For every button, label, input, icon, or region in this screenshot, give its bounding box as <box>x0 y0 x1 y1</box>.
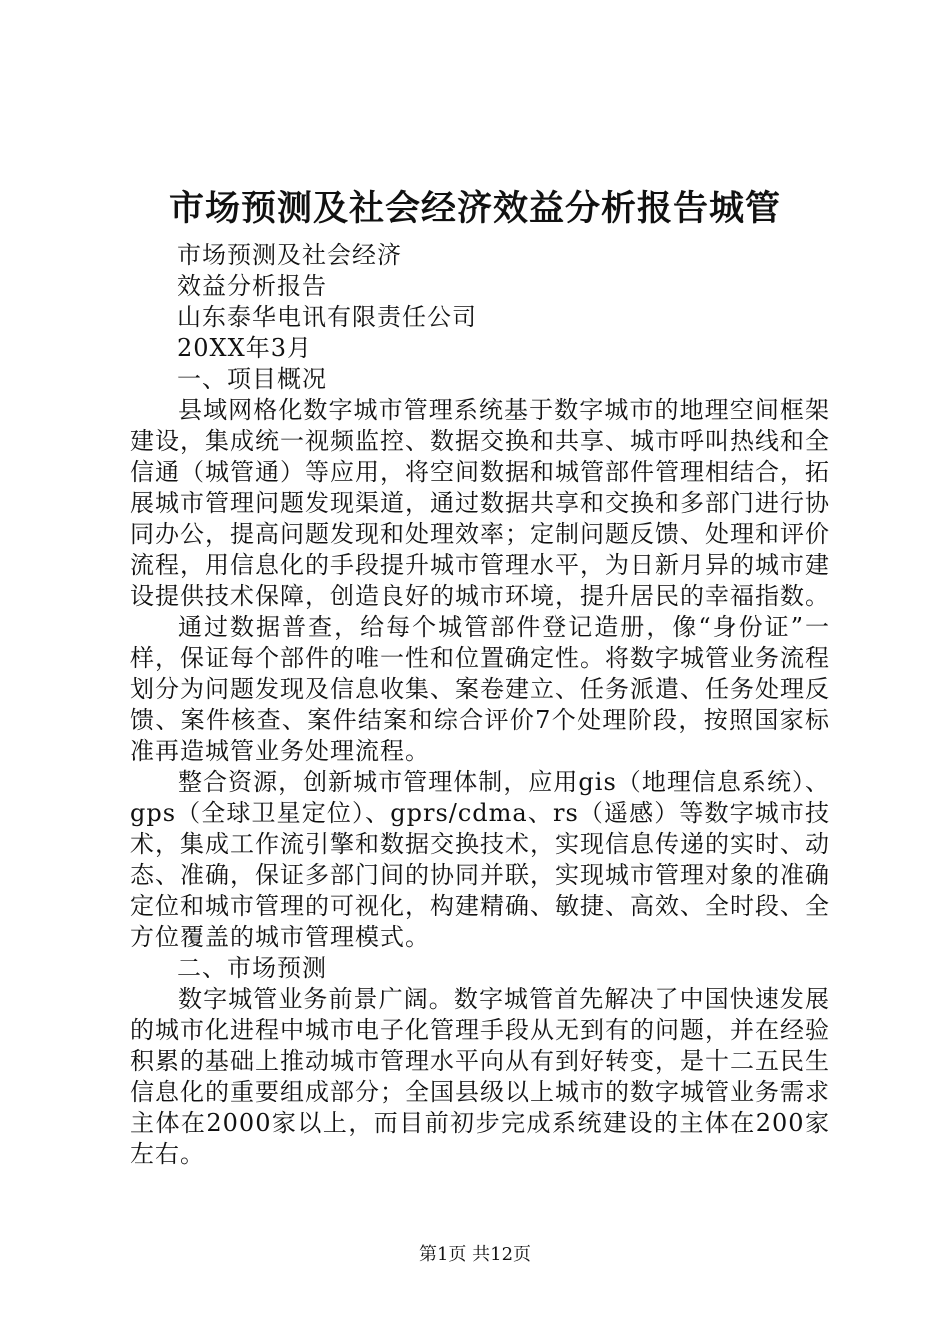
cover-line: 市场预测及社会经济 <box>177 241 402 269</box>
report-date: 20XX年3月 <box>177 334 312 362</box>
body-paragraph: 县域网格化数字城市管理系统基于数字城市的地理空间框架建设，集成统一视频监控、数据交换和共享、城市呼叫热线和全信通（城管通）等应用，将空间数据和城管部件管理相结合，拓展城市管理问题发现渠道，通过数据共享和交换和多部门进行协同办公，提高问题发现和处理效率；定制问题反馈、处理和评价流程，用信息化的手段提升城市管理水平，为日新月异的城市建设提供技术保障，创造良好的城市环境，提升居民的幸福指数。 <box>130 396 830 610</box>
body-paragraph: 数字城管业务前景广阔。数字城管首先解决了中国快速发展的城市化进程中城市电子化管理手段从无到有的问题，并在经验积累的基础上推动城市管理水平向从有到好转变，是十二五民生信息化的重要组成部分；全国县级以上城市的数字城管业务需求主体在2000家以上，而目前初步完成系统建设的主体在200家左右。 <box>130 985 830 1168</box>
section-heading: 二、市场预测 <box>177 954 327 982</box>
company-name: 山东泰华电讯有限责任公司 <box>177 303 477 331</box>
document-title: 市场预测及社会经济效益分析报告城管 <box>168 188 781 229</box>
document-body <box>130 240 830 1170</box>
body-paragraph: 通过数据普查，给每个城管部件登记造册，像“身份证”一样，保证每个部件的唯一性和位置确定性。将数字城管业务流程划分为问题发现及信息收集、案卷建立、任务派遣、任务处理反馈、案件核查、案件结案和综合评价7个处理阶段，按照国家标准再造城管业务处理流程。 <box>130 613 830 765</box>
cover-line: 效益分析报告 <box>177 272 327 300</box>
body-paragraph: 整合资源，创新城市管理体制，应用gis（地理信息系统）、gps（全球卫星定位）、gprs/cdma、rs（遥感）等数字城市技术，集成工作流引擎和数据交换技术，实现信息传递的实时、动态、准确，保证多部门间的协同并联，实现城市管理对象的准确定位和城市管理的可视化，构建精确、敏捷、高效、全时段、全方位覆盖的城市管理模式。 <box>130 768 830 951</box>
page-footer: 第1页 共12页 <box>418 1244 532 1265</box>
section-heading: 一、项目概况 <box>177 365 327 393</box>
